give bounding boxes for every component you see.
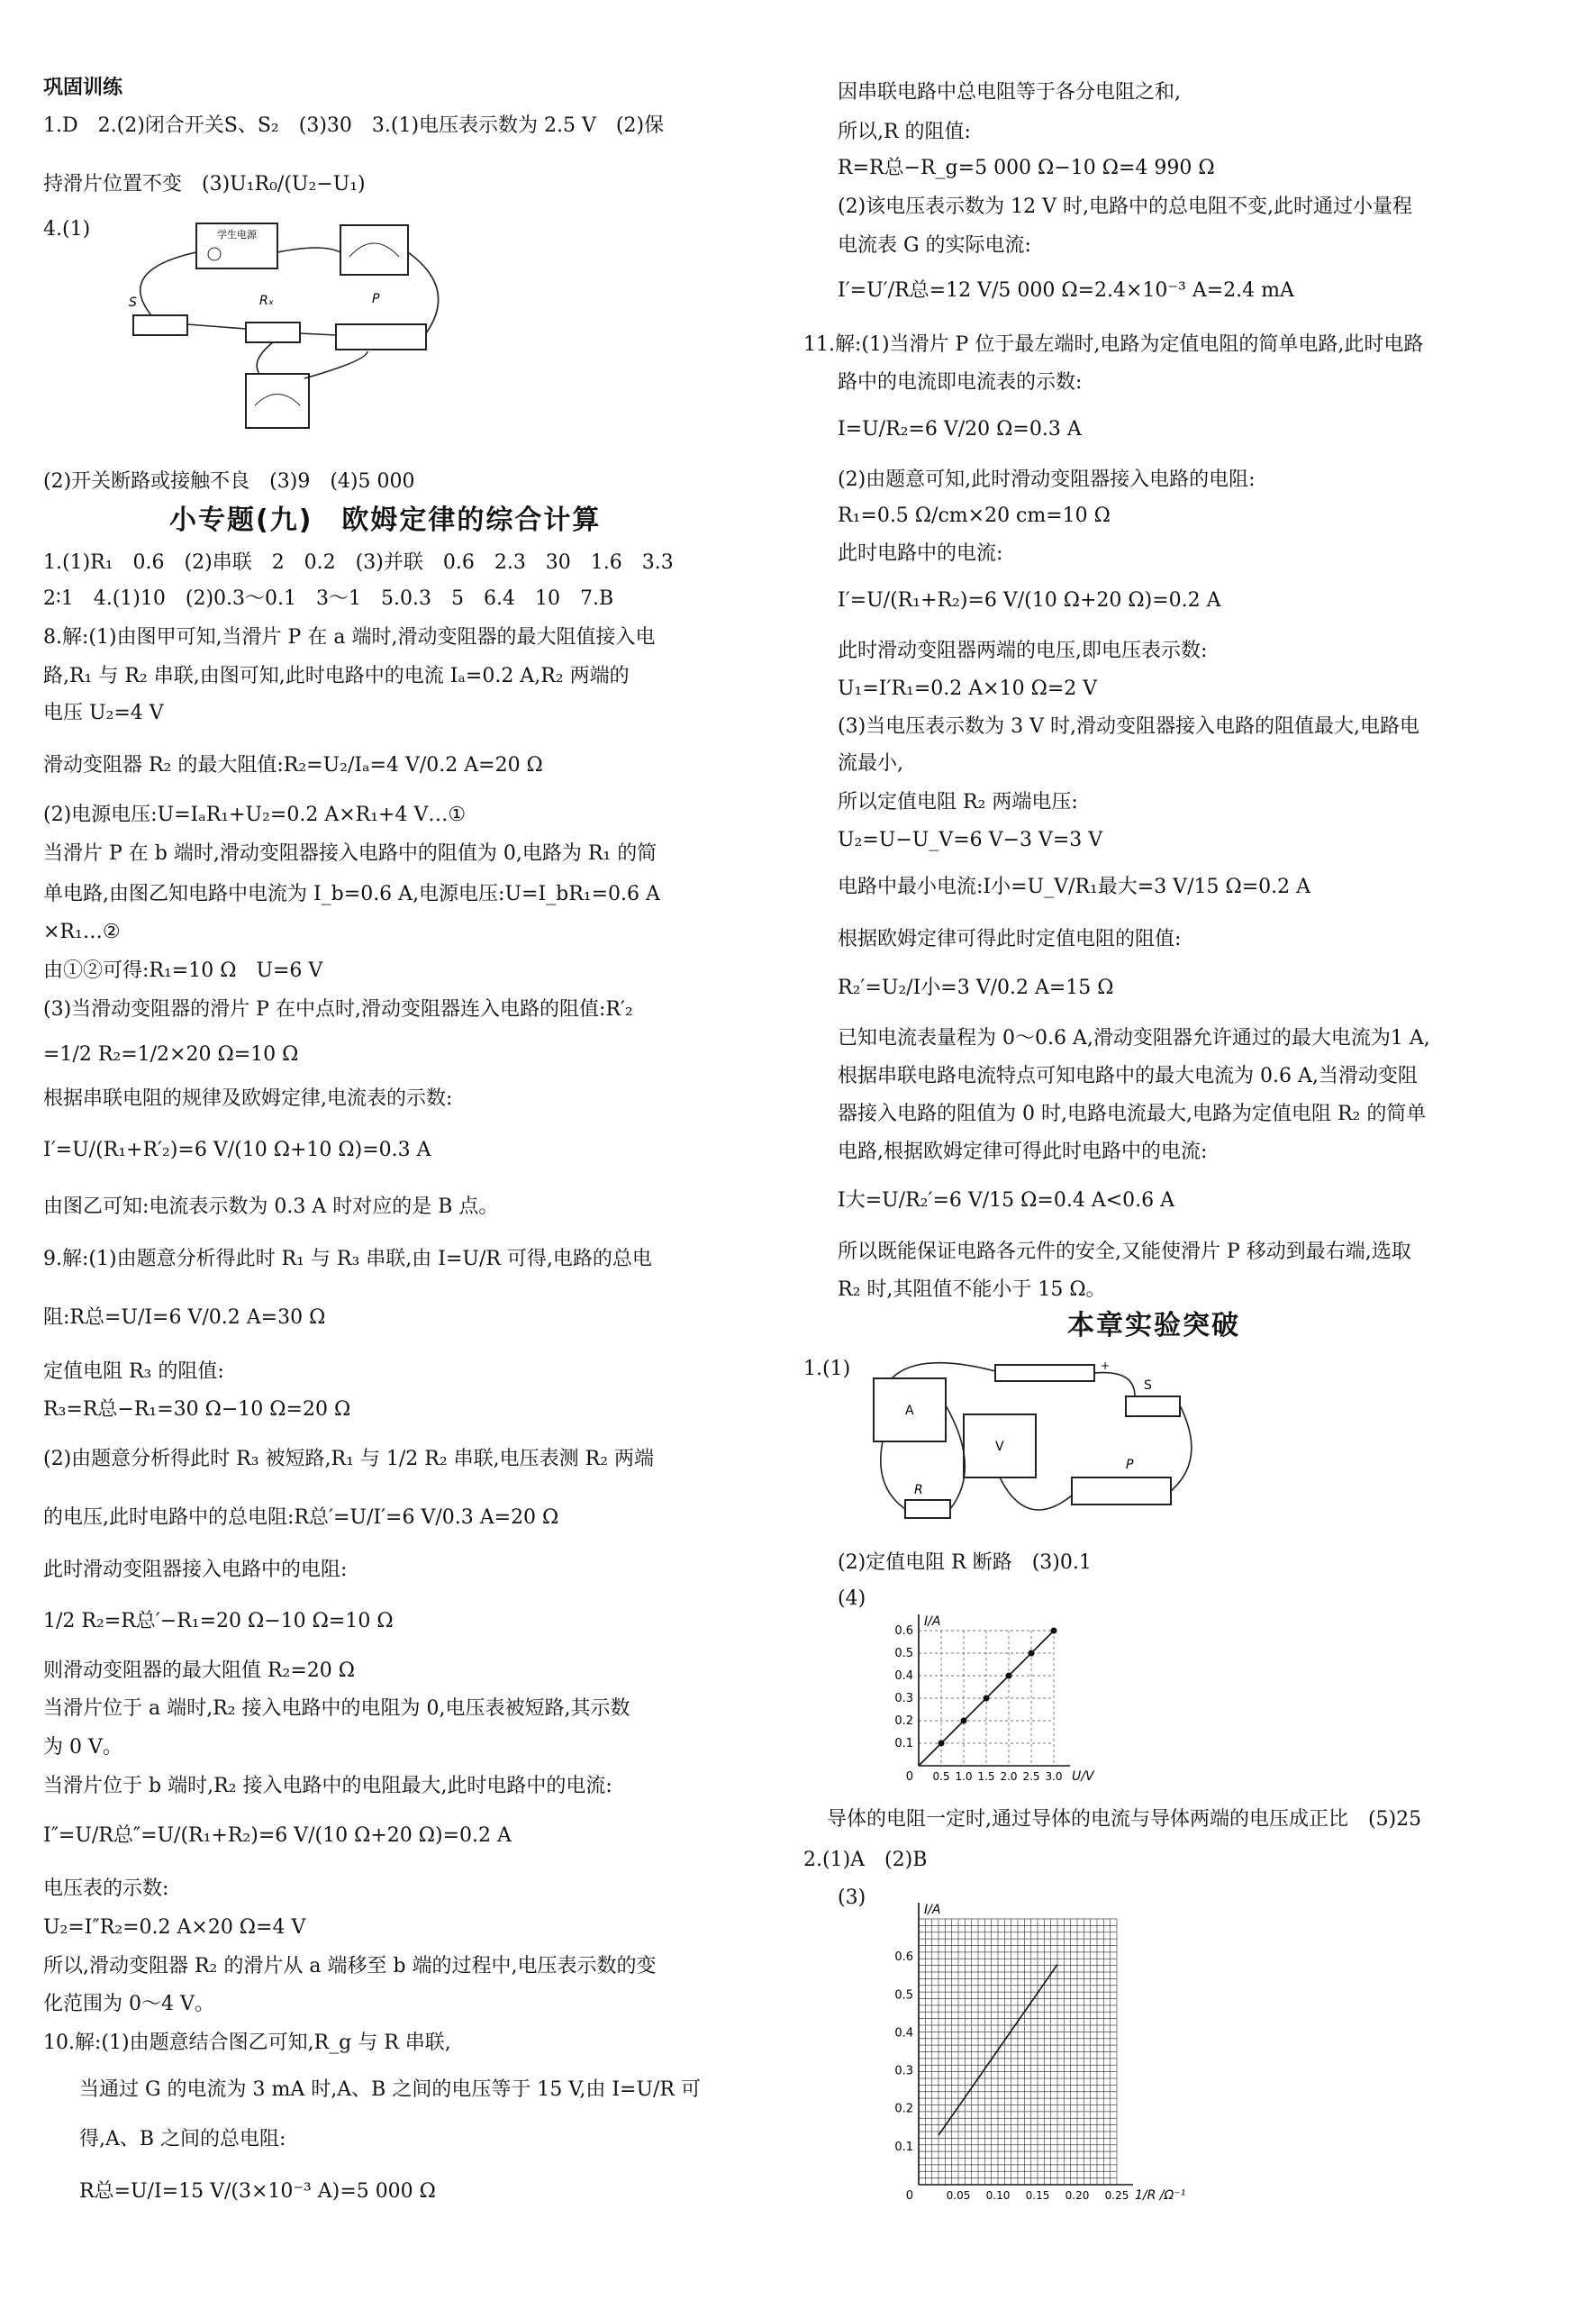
text-line: 导体的电阻一定时,通过导体的电流与导体两端的电压成正比 (5)25 <box>827 1808 1422 1831</box>
circuit-figure-4 <box>97 216 440 450</box>
y-tick-label: 0.1 <box>894 2140 913 2154</box>
text-line: 化范围为 0～4 V。 <box>43 1993 214 2015</box>
text-line: 1.(1)R₁ 0.6 (2)串联 2 0.2 (3)并联 0.6 2.3 30 1.6 3.3 <box>43 551 674 574</box>
text-line: 当滑片位于 a 端时,R₂ 接入电路中的电阻为 0,电压表被短路,其示数 <box>43 1697 630 1720</box>
section-title: 本章实验突破 <box>1067 1310 1240 1341</box>
y-axis-label: I/A <box>924 1903 941 1917</box>
text-line: 当滑片位于 b 端时,R₂ 接入电路中的电阻最大,此时电路中的电流: <box>43 1775 612 1797</box>
y-tick-label: 0.6 <box>894 1624 913 1638</box>
text-line: I大=U/R₂′=6 V/15 Ω=0.4 A<0.6 A <box>838 1189 1175 1212</box>
section-heading: 巩固训练 <box>43 77 123 99</box>
text-line: 此时电路中的电流: <box>838 542 1003 565</box>
text-line: U₁=I′R₁=0.2 A×10 Ω=2 V <box>838 677 1098 700</box>
section-title: 小专题(九) 欧姆定律的综合计算 <box>169 505 602 536</box>
text-line: 所以,R 的阻值: <box>838 121 971 143</box>
text-line: 电路,根据欧姆定律可得此时电路中的电流: <box>838 1141 1208 1163</box>
text-line: (2)由题意可知,此时滑动变阻器接入电路的电阻: <box>838 468 1256 491</box>
text-line: 9.解:(1)由题意分析得此时 R₁ 与 R₃ 串联,由 I=U/R 可得,电路的总电 <box>43 1248 652 1270</box>
text-line: 定值电阻 R₃ 的阻值: <box>43 1360 224 1383</box>
svg-text:P: P <box>1126 1458 1134 1472</box>
text-line: 11.解:(1)当滑片 P 位于最左端时,电路为定值电阻的简单电路,此时电路 <box>803 333 1424 356</box>
y-tick-label: 0.5 <box>894 1647 913 1660</box>
text-line: 电压表的示数: <box>43 1877 169 1900</box>
svg-text:Rₓ: Rₓ <box>259 294 274 308</box>
svg-text:+: + <box>1101 1359 1111 1372</box>
y-tick-label: 0.1 <box>894 1737 913 1750</box>
y-tick-label: 0.4 <box>894 2026 913 2041</box>
text-line: I′=U/(R₁+R′₂)=6 V/(10 Ω+10 Ω)=0.3 A <box>43 1139 431 1161</box>
text-line: R=R总−R_g=5 000 Ω−10 Ω=4 990 Ω <box>838 157 1215 179</box>
x-axis-label: 1/R /Ω⁻¹ <box>1135 2188 1186 2203</box>
text-line: 为 0 V。 <box>43 1736 122 1759</box>
origin-label: 0 <box>905 1770 913 1784</box>
y-tick-label: 0.6 <box>894 1950 913 1965</box>
svg-text:S: S <box>1144 1378 1152 1393</box>
x-tick-label: 3.0 <box>1045 1770 1063 1783</box>
text-line: 所以定值电阻 R₂ 两端电压: <box>838 791 1078 814</box>
text-line: I″=U/R总″=U/(R₁+R₂)=6 V/(10 Ω+20 Ω)=0.2 A <box>43 1824 512 1847</box>
y-tick-label: 0.3 <box>894 1692 913 1705</box>
x-tick-label: 2.0 <box>1000 1770 1018 1783</box>
text-line: 8.解:(1)由图甲可知,当滑片 P 在 a 端时,滑动变阻器的最大阻值接入电 <box>43 626 656 649</box>
circuit-figure-exp1 <box>865 1351 1207 1550</box>
text-line: 的电压,此时电路中的总电阻:R总′=U/I′=6 V/0.3 A=20 Ω <box>43 1506 559 1529</box>
text-line: R₂′=U₂/I小=3 V/0.2 A=15 Ω <box>838 977 1114 999</box>
x-tick-label: 1.0 <box>955 1770 973 1783</box>
svg-text:S: S <box>129 295 137 310</box>
x-tick-label: 0.25 <box>1104 2189 1129 2202</box>
text-line: 已知电流表量程为 0～0.6 A,滑动变阻器允许通过的最大电流为1 A, <box>838 1027 1430 1050</box>
x-tick-label: 0.05 <box>946 2189 971 2202</box>
y-tick-label: 0.2 <box>894 2102 913 2116</box>
x-axis-label: U/V <box>1072 1769 1094 1784</box>
chart-i-vs-u <box>865 1595 1094 1793</box>
text-line: 根据串联电路电流特点可知电路中的最大电流为 0.6 A,当滑动变阻 <box>838 1065 1418 1087</box>
text-line: (2)定值电阻 R 断路 (3)0.1 <box>838 1551 1092 1574</box>
y-tick-label: 0.5 <box>894 1988 913 2003</box>
y-tick-label: 0.2 <box>894 1714 913 1728</box>
svg-text:P: P <box>372 292 380 306</box>
data-point <box>1029 1650 1035 1657</box>
text-line: (3) <box>838 1886 866 1909</box>
x-tick-label: 0.20 <box>1065 2189 1090 2202</box>
x-tick-label: 1.5 <box>977 1770 995 1783</box>
text-line: (2)该电压表示数为 12 V 时,电路中的总电阻不变,此时通过小量程 <box>838 195 1413 218</box>
origin-label: 0 <box>905 2189 913 2203</box>
text-line: 路,R₁ 与 R₂ 串联,由图可知,此时电路中的电流 Iₐ=0.2 A,R₂ 两端的 <box>43 665 630 687</box>
text-line: 单电路,由图乙知电路中电流为 I_b=0.6 A,电源电压:U=I_bR₁=0.6 A <box>43 883 660 905</box>
y-tick-label: 0.3 <box>894 2064 913 2078</box>
x-tick-label: 2.5 <box>1022 1770 1040 1783</box>
text-line: (4) <box>838 1587 866 1610</box>
text-line: 根据串联电阻的规律及欧姆定律,电流表的示数: <box>43 1087 453 1110</box>
svg-text:学生电源: 学生电源 <box>217 229 257 241</box>
text-line: R总=U/I=15 V/(3×10⁻³ A)=5 000 Ω <box>79 2180 436 2203</box>
text-line: 电压 U₂=4 V <box>43 702 164 724</box>
text-line: 流最小, <box>838 752 903 775</box>
text-line: (3)当滑动变阻器的滑片 P 在中点时,滑动变阻器连入电路的阻值:R′₂ <box>43 998 633 1021</box>
x-tick-label: 0.10 <box>985 2189 1011 2202</box>
data-point <box>984 1695 990 1702</box>
y-axis-label: I/A <box>924 1614 941 1629</box>
text-line: 10.解:(1)由题意结合图乙可知,R_g 与 R 串联, <box>43 2032 451 2054</box>
text-line: 所以,滑动变阻器 R₂ 的滑片从 a 端移至 b 端的过程中,电压表示数的变 <box>43 1955 657 1977</box>
text-line: 持滑片位置不变 (3)U₁R₀/(U₂−U₁) <box>43 173 366 195</box>
text-line: 1/2 R₂=R总′−R₁=20 Ω−10 Ω=10 Ω <box>43 1610 394 1632</box>
data-point <box>939 1741 945 1747</box>
chart-i-vs-inverse-r <box>874 1874 1186 2216</box>
text-line: 2.(1)A (2)B <box>803 1849 928 1871</box>
text-line: 1.D 2.(2)闭合开关S、S₂ (3)30 3.(1)电压表示数为 2.5 V (2)保 <box>43 114 665 137</box>
text-line: R₃=R总−R₁=30 Ω−10 Ω=20 Ω <box>43 1398 351 1421</box>
text-line: 所以既能保证电路各元件的安全,又能使滑片 P 移动到最右端,选取 <box>838 1241 1411 1263</box>
text-line: 得,A、B 之间的总电阻: <box>79 2128 286 2150</box>
text-line: U₂=I″R₂=0.2 A×20 Ω=4 V <box>43 1916 306 1939</box>
text-line: R₁=0.5 Ω/cm×20 cm=10 Ω <box>838 505 1111 527</box>
text-line: 4.(1) <box>43 218 91 241</box>
data-point <box>961 1718 967 1724</box>
text-line: 器接入电路的阻值为 0 时,电路电流最大,电路为定值电阻 R₂ 的简单 <box>838 1103 1427 1125</box>
data-point <box>1051 1628 1057 1634</box>
text-line: U₂=U−U_V=6 V−3 V=3 V <box>838 829 1103 851</box>
text-line: 此时滑动变阻器两端的电压,即电压表示数: <box>838 640 1208 662</box>
x-tick-label: 0.5 <box>932 1770 950 1783</box>
text-line: 由图乙可知:电流表示数为 0.3 A 时对应的是 B 点。 <box>43 1195 499 1218</box>
text-line: (3)当电压表示数为 3 V 时,滑动变阻器接入电路的阻值最大,电路电 <box>838 715 1420 738</box>
text-line: 1.(1) <box>803 1358 851 1380</box>
text-line: (2)由题意分析得此时 R₃ 被短路,R₁ 与 1/2 R₂ 串联,电压表测 R₂ 两端 <box>43 1448 655 1470</box>
text-line: (2)开关断路或接触不良 (3)9 (4)5 000 <box>43 470 415 493</box>
text-line: 则滑动变阻器的最大阻值 R₂=20 Ω <box>43 1659 356 1682</box>
text-line: 路中的电流即电流表的示数: <box>838 371 1083 394</box>
data-point <box>1006 1673 1012 1679</box>
y-tick-label: 0.4 <box>894 1669 913 1683</box>
x-tick-label: 0.15 <box>1025 2189 1050 2202</box>
text-line: 此时滑动变阻器接入电路中的电阻: <box>43 1559 348 1581</box>
text-line: 由①②可得:R₁=10 Ω U=6 V <box>43 959 323 982</box>
svg-text:V: V <box>995 1440 1004 1454</box>
text-line: (2)电源电压:U=IₐR₁+U₂=0.2 A×R₁+4 V…① <box>43 804 467 826</box>
text-line: 当滑片 P 在 b 端时,滑动变阻器接入电路中的阻值为 0,电路为 R₁ 的简 <box>43 842 657 865</box>
svg-text:A: A <box>905 1404 914 1418</box>
text-line: 电流表 G 的实际电流: <box>838 234 1031 257</box>
text-line: 根据欧姆定律可得此时定值电阻的阻值: <box>838 928 1182 950</box>
text-line: 电路中最小电流:I小=U_V/R₁最大=3 V/15 Ω=0.2 A <box>838 876 1311 898</box>
text-line: I′=U′/R总=12 V/5 000 Ω=2.4×10⁻³ A=2.4 mA <box>838 279 1294 302</box>
text-line: 2∶1 4.(1)10 (2)0.3～0.1 3～1 5.0.3 5 6.4 10 7.B <box>43 587 614 610</box>
text-line: 因串联电路中总电阻等于各分电阻之和, <box>838 81 1181 104</box>
text-line: I=U/R₂=6 V/20 Ω=0.3 A <box>838 418 1082 441</box>
text-line: R₂ 时,其阻值不能小于 15 Ω。 <box>838 1278 1106 1301</box>
text-line: 阻:R总=U/I=6 V/0.2 A=30 Ω <box>43 1306 326 1329</box>
text-line: =1/2 R₂=1/2×20 Ω=10 Ω <box>43 1043 299 1066</box>
text-line: I′=U/(R₁+R₂)=6 V/(10 Ω+20 Ω)=0.2 A <box>838 589 1221 612</box>
text-line: 滑动变阻器 R₂ 的最大阻值:R₂=U₂/Iₐ=4 V/0.2 A=20 Ω <box>43 754 543 777</box>
text-line: ×R₁…② <box>43 921 121 943</box>
svg-text:R: R <box>914 1483 923 1497</box>
text-line: 当通过 G 的电流为 3 mA 时,A、B 之间的电压等于 15 V,由 I=U/R 可 <box>79 2078 701 2101</box>
